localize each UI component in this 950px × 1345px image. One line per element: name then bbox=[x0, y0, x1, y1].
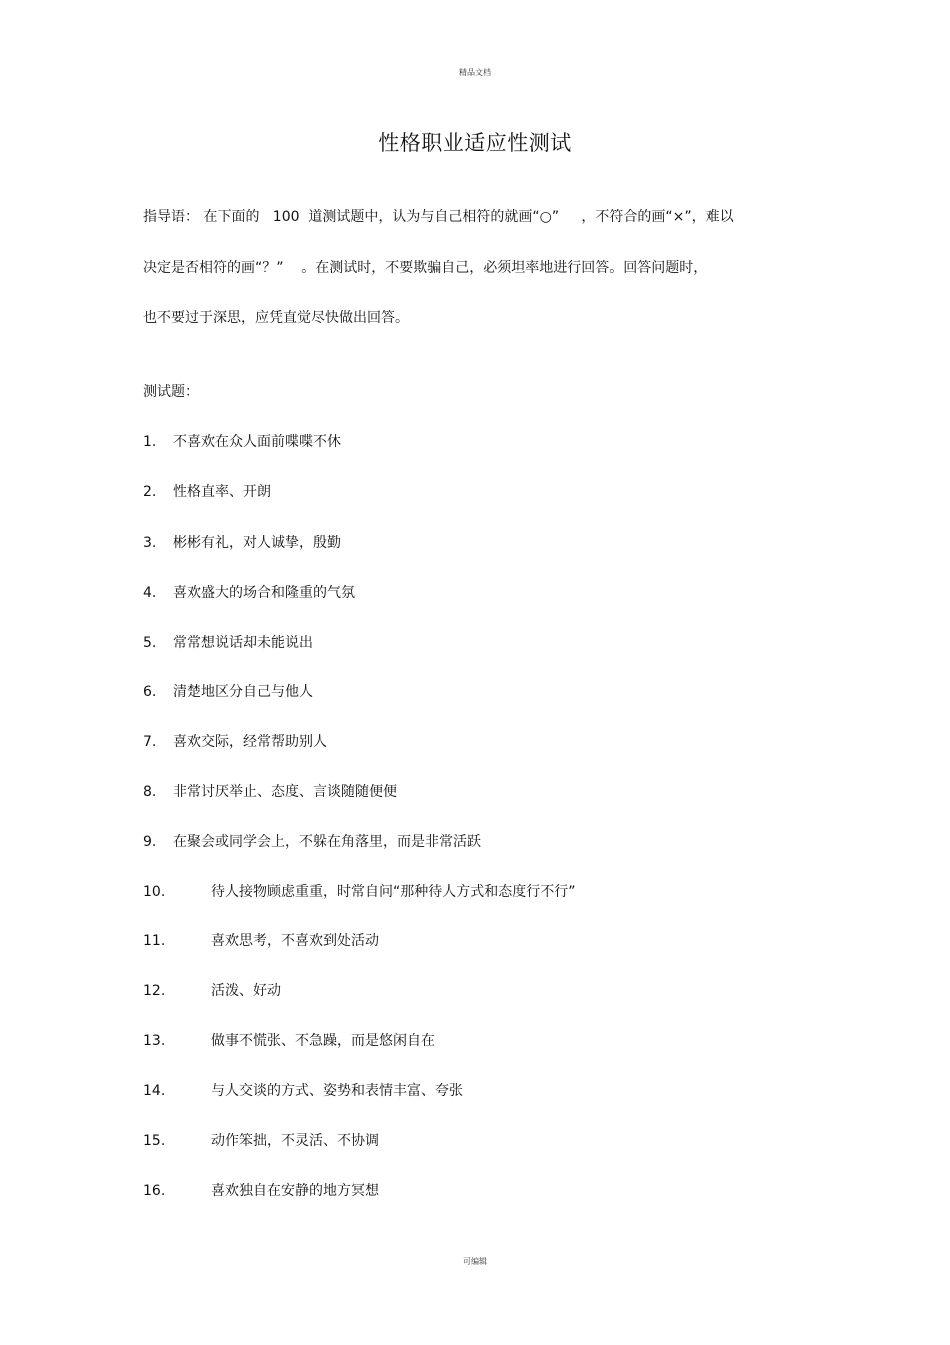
question-number: 9. bbox=[143, 834, 157, 850]
question-text: 性格直率、开朗 bbox=[173, 484, 271, 500]
question-number: 12. bbox=[143, 983, 166, 999]
page-title: 性格职业适应性测试 bbox=[378, 131, 572, 155]
question-number: 11. bbox=[143, 933, 166, 949]
question-number: 1. bbox=[143, 434, 157, 450]
question-text: 非常讨厌举止、态度、言谈随随便便 bbox=[173, 784, 397, 800]
question-text: 在聚会或同学会上，不躲在角落里，而是非常活跃 bbox=[173, 834, 481, 850]
header-note: 精品文档 bbox=[459, 68, 491, 77]
question-number: 5. bbox=[143, 635, 157, 651]
question-text: 喜欢盛大的场合和隆重的气氛 bbox=[173, 585, 355, 601]
question-number: 2. bbox=[143, 484, 157, 500]
question-number: 13. bbox=[143, 1033, 166, 1049]
question-number: 3. bbox=[143, 535, 157, 551]
question-number: 7. bbox=[143, 734, 157, 750]
question-text: 与人交谈的方式、姿势和表情丰富、夸张 bbox=[211, 1083, 463, 1099]
question-text: 喜欢交际，经常帮助别人 bbox=[173, 734, 327, 750]
question-number: 6. bbox=[143, 684, 157, 700]
question-text: 喜欢思考，不喜欢到处活动 bbox=[211, 933, 379, 949]
section-label: 测试题： bbox=[143, 384, 199, 400]
intro-line-1: 指导语： 在下面的 100 道测试题中，认为与自己相符的就画“○” ，不符合的画“×”，难以 bbox=[143, 209, 734, 225]
question-number: 10. bbox=[143, 884, 166, 900]
question-number: 16. bbox=[143, 1183, 166, 1199]
question-text: 常常想说话却未能说出 bbox=[173, 635, 313, 651]
question-text: 待人接物顾虑重重，时常自问“那种待人方式和态度行不行” bbox=[211, 884, 576, 900]
question-text: 动作笨拙，不灵活、不协调 bbox=[211, 1133, 379, 1149]
question-number: 15. bbox=[143, 1133, 166, 1149]
question-text: 喜欢独自在安静的地方冥想 bbox=[211, 1183, 379, 1199]
question-number: 8. bbox=[143, 784, 157, 800]
question-number: 4. bbox=[143, 585, 157, 601]
question-text: 活泼、好动 bbox=[211, 983, 281, 999]
question-text: 清楚地区分自己与他人 bbox=[173, 684, 313, 700]
question-text: 彬彬有礼，对人诚挚，殷勤 bbox=[173, 535, 341, 551]
footer-note: 可编辑 bbox=[463, 1257, 487, 1266]
question-number: 14. bbox=[143, 1083, 166, 1099]
question-text: 不喜欢在众人面前喋喋不休 bbox=[173, 434, 341, 450]
intro-line-3: 也不要过于深思，应凭直觉尽快做出回答。 bbox=[143, 310, 409, 326]
question-text: 做事不慌张、不急躁，而是悠闲自在 bbox=[211, 1033, 435, 1049]
intro-line-2: 决定是否相符的画“？” 。在测试时，不要欺骗自己，必须坦率地进行回答。回答问题时， bbox=[143, 260, 708, 276]
